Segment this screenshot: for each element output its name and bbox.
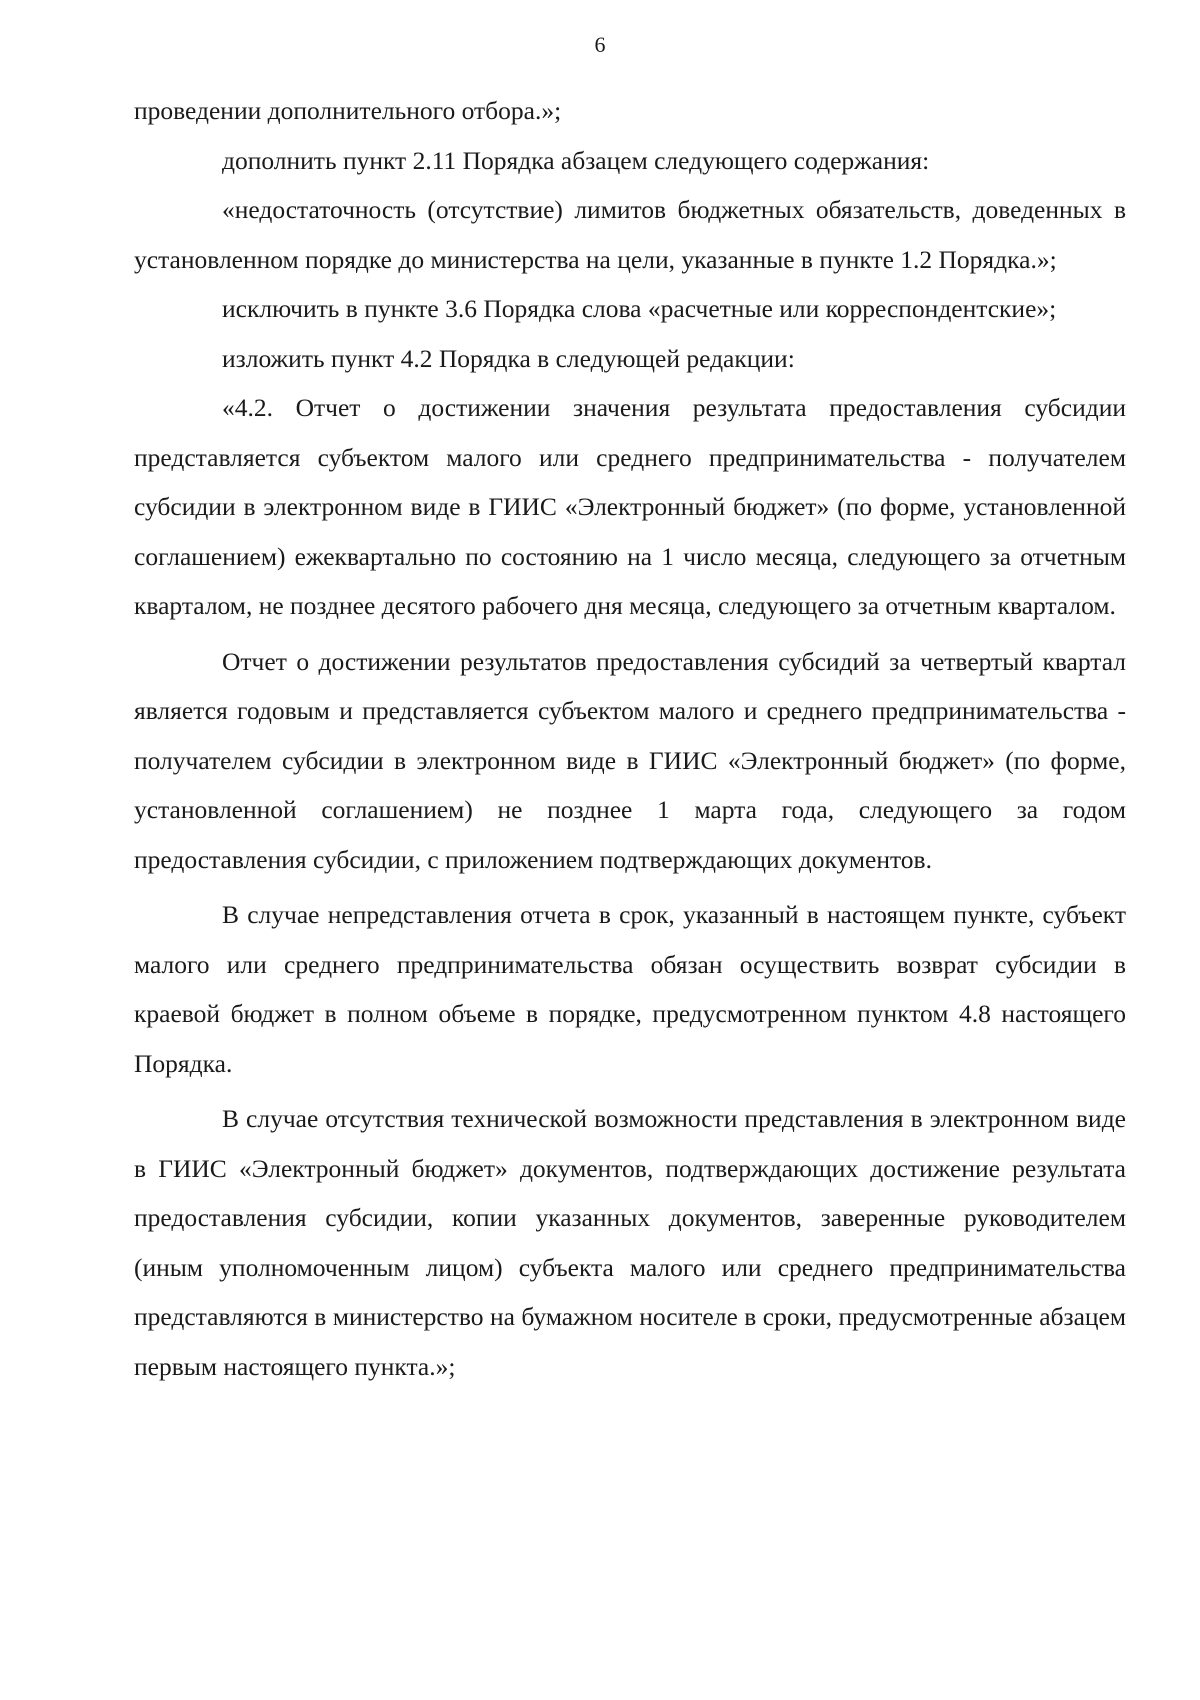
paragraph-6: «4.2. Отчет о достижении значения результата предоставления субсидии представляется субъектом малого или среднего предпринимательства - получателем субсидии в электронном виде в ГИИС «Электронный бюджет» (по форме, установленной соглашением) ежеквартально по состоянию на 1 число месяца, следующего за отчетным кварталом, не позднее десятого рабочего дня месяца, следующего за отчетным кварталом. xyxy=(134,393,1126,620)
paragraph-8: В случае непредставления отчета в срок, указанный в настоящем пункте, субъект малого или среднего предпринимательства обязан осуществить возврат субсидии в краевой бюджет в полном объеме в порядке, предусмотренном пунктом 4.8 настоящего Порядка. xyxy=(134,900,1126,1078)
paragraph-4: исключить в пункте 3.6 Порядка слова «расчетные или корреспондентские»; xyxy=(222,294,1057,323)
paragraph-5: изложить пункт 4.2 Порядка в следующей редакции: xyxy=(222,343,795,373)
paragraph-7: Отчет о достижении результатов предоставления субсидий за четвертый квартал является годовым и представляется субъектом малого и среднего предпринимательства - получателем субсидии в электронном виде в ГИИС «Электронный бюджет» (по форме, установленной соглашением) не позднее 1 марта года, следующего за годом предоставления субсидии, с приложением подтверждающих документов. xyxy=(134,646,1126,874)
page-number: 6 xyxy=(594,32,606,57)
paragraph-2: дополнить пункт 2.11 Порядка абзацем следующего содержания: xyxy=(222,145,930,175)
paragraph-9: В случае отсутствия технической возможности представления в электронном виде в ГИИС «Электронный бюджет» документов, подтверждающих достижение результата предоставления субсидии, копии указанных документов, заверенные руководителем (иным уполномоченным лицом) субъекта малого или среднего предпринимательства представляются в министерство на бумажном носителе в сроки, предусмотренные абзацем первым настоящего пункта.»; xyxy=(134,1104,1126,1381)
paragraph-3: «недостаточность (отсутствие) лимитов бюджетных обязательств, доведенных в установленном порядке до министерства на цели, указанные в пункте 1.2 Порядка.»; xyxy=(134,195,1126,274)
document-body xyxy=(134,86,1126,1391)
paragraph-1: проведении дополнительного отбора.»; xyxy=(134,96,562,125)
